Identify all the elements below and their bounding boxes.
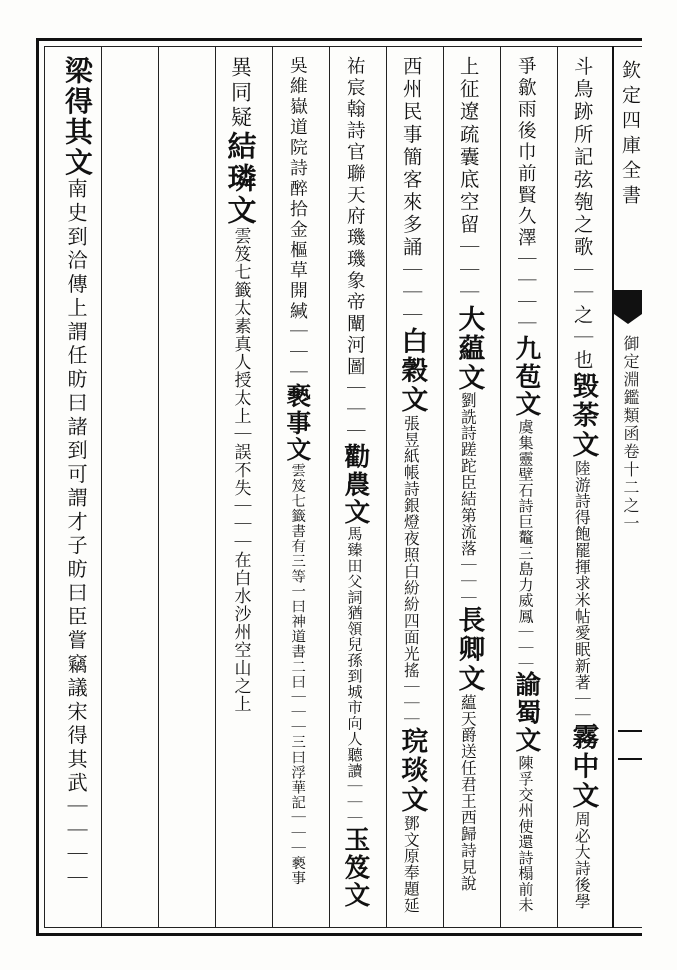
fish-tail-mark-icon: [614, 290, 642, 312]
column-rule: [101, 46, 102, 928]
entry-heading: 梁得其文: [59, 56, 93, 179]
text-segment: 異同疑: [228, 56, 253, 131]
annotation-text: 藴天爵送任君王西歸詩見說: [458, 693, 478, 892]
text-column-7: [218, 56, 262, 713]
book-title: 欽定四庫全書: [619, 60, 641, 210]
entry-heading: 褻事文: [283, 383, 313, 464]
entry-heading: 勸農文: [339, 442, 370, 527]
entry-heading: 大藴文: [453, 304, 485, 392]
column-rule: [443, 46, 444, 928]
entry-heading: 結璘文: [223, 131, 258, 227]
text-column-8: [54, 56, 98, 891]
text-segment: 吳維嶽道院詩醉拾金樞草開緘｜｜｜: [286, 56, 308, 384]
gutter-bottom-mark-icon: [618, 730, 642, 760]
text-segment: 西州民事簡客來多誦｜｜｜: [399, 56, 423, 328]
annotation-text: 鄧文原奉題延: [401, 814, 421, 914]
text-segment: 祐宸翰詩官聯天府璣璣象帝闡河圖｜｜｜: [344, 56, 366, 443]
column-rule: [557, 46, 558, 928]
page-edge: [642, 38, 677, 936]
annotation-text: 雲笈七籤太素真人授太上｜誤不失｜｜｜在白水沙州空山之上: [230, 227, 251, 713]
volume-label: 御定淵鑑類函卷十二之一: [621, 335, 640, 533]
text-column-1: [560, 56, 604, 910]
entry-heading: 霧中文: [567, 723, 599, 811]
entry-heading: 毀荼文: [567, 372, 599, 460]
annotation-text: 馬臻田父詞猶領兒孫到城市向人聽讀｜｜｜: [345, 526, 364, 826]
column-rule: [500, 46, 501, 928]
annotation-text: 雲笈七籤書有三等一曰神道書二曰｜｜｜三曰浮華記｜｜｜褻事: [289, 463, 306, 886]
text-segment: 斗鳥跡所記弦匏之歌｜｜之｜也: [570, 56, 594, 373]
text-column-4: [389, 56, 433, 914]
annotation-text: 劉詵詩蹉跎臣結第流落｜｜｜: [458, 391, 478, 607]
column-rule: [329, 46, 330, 928]
column-rule: [215, 46, 216, 928]
text-segment: 南史到洽傳上謂任昉曰諸到可謂才子昉曰臣嘗竊議宋得其武｜｜｜｜: [64, 178, 89, 891]
text-column-3: [446, 56, 490, 891]
entry-heading: 長卿文: [453, 606, 485, 694]
annotation-text: 周必大詩後學: [572, 810, 592, 910]
entry-heading: 九苞文: [510, 335, 541, 419]
entry-heading: 白穀文: [396, 327, 428, 415]
text-segment: 上征遼疏囊底空留｜｜｜: [456, 56, 480, 305]
entry-heading: 琓琰文: [396, 727, 428, 815]
text-segment: 爭歙雨後巾前賢久澤｜｜｜｜: [515, 56, 537, 336]
entry-heading: 玉笈文: [339, 825, 370, 910]
annotation-text: 張昱紙帳詩銀燈夜照白紛紛四面光搖｜｜｜: [401, 414, 421, 728]
text-column-2: [503, 56, 547, 912]
column-rule: [272, 46, 273, 928]
annotation-text: 虞集靈壁石詩巨鼇三島力威鳳｜｜｜: [516, 418, 535, 672]
annotation-text: 陳孚交州使還詩榻前未: [516, 754, 535, 913]
column-rule: [386, 46, 387, 928]
annotation-text: 陸游詩得飽罷揮求米帖愛眠新著｜｜: [572, 459, 592, 724]
column-rule: [158, 46, 159, 928]
entry-heading: 諭蜀文: [510, 671, 541, 755]
fish-tail-lower-icon: [614, 312, 642, 328]
text-column-5: [332, 56, 376, 909]
text-column-6: [275, 56, 319, 886]
